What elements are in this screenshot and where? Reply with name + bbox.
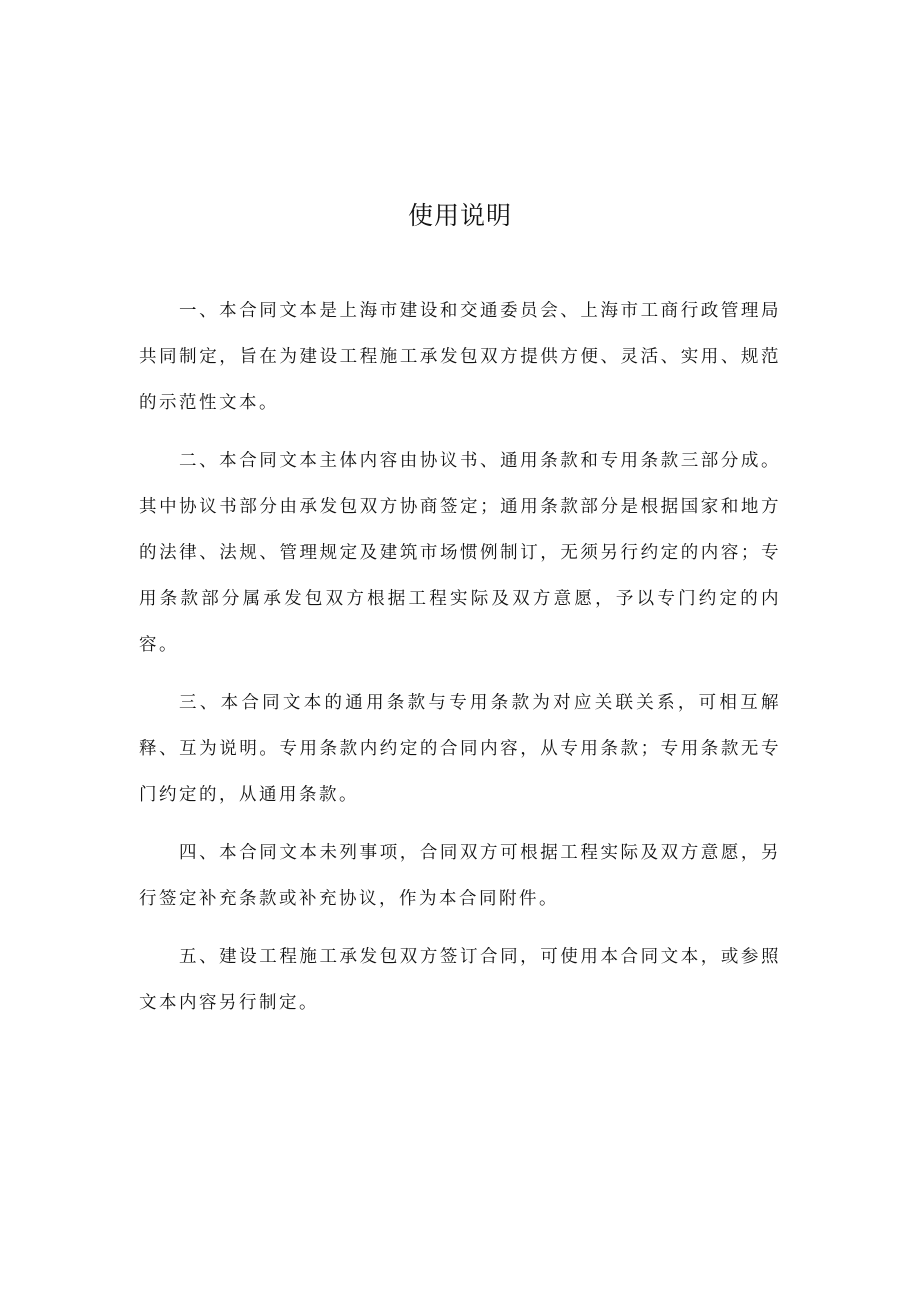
paragraph-1: 一、本合同文本是上海市建设和交通委员会、上海市工商行政管理局共同制定，旨在为建设工程施工承发包双方提供方便、灵活、实用、规范的示范性文本。 [139, 301, 781, 413]
instructions-body [139, 288, 781, 1038]
paragraph-4: 四、本合同文本未列事项，合同双方可根据工程实际及双方意愿，另行签定补充条款或补充协议，作为本合同附件。 [139, 843, 781, 909]
paragraph-5: 五、建设工程施工承发包双方签订合同，可使用本合同文本，或参照文本内容另行制定。 [139, 947, 781, 1013]
paragraph-2: 二、本合同文本主体内容由协议书、通用条款和专用条款三部分成。其中协议书部分由承发包双方协商签定；通用条款部分是根据国家和地方的法律、法规、管理规定及建筑市场惯例制订，无须另行约定的内容；专用条款部分属承发包双方根据工程实际及双方意愿，予以专门约定的内容。 [139, 451, 781, 655]
page-title: 使用说明 [407, 201, 512, 230]
paragraph-3: 三、本合同文本的通用条款与专用条款为对应关联关系，可相互解释、互为说明。专用条款内约定的合同内容，从专用条款；专用条款无专门约定的，从通用条款。 [139, 693, 781, 805]
